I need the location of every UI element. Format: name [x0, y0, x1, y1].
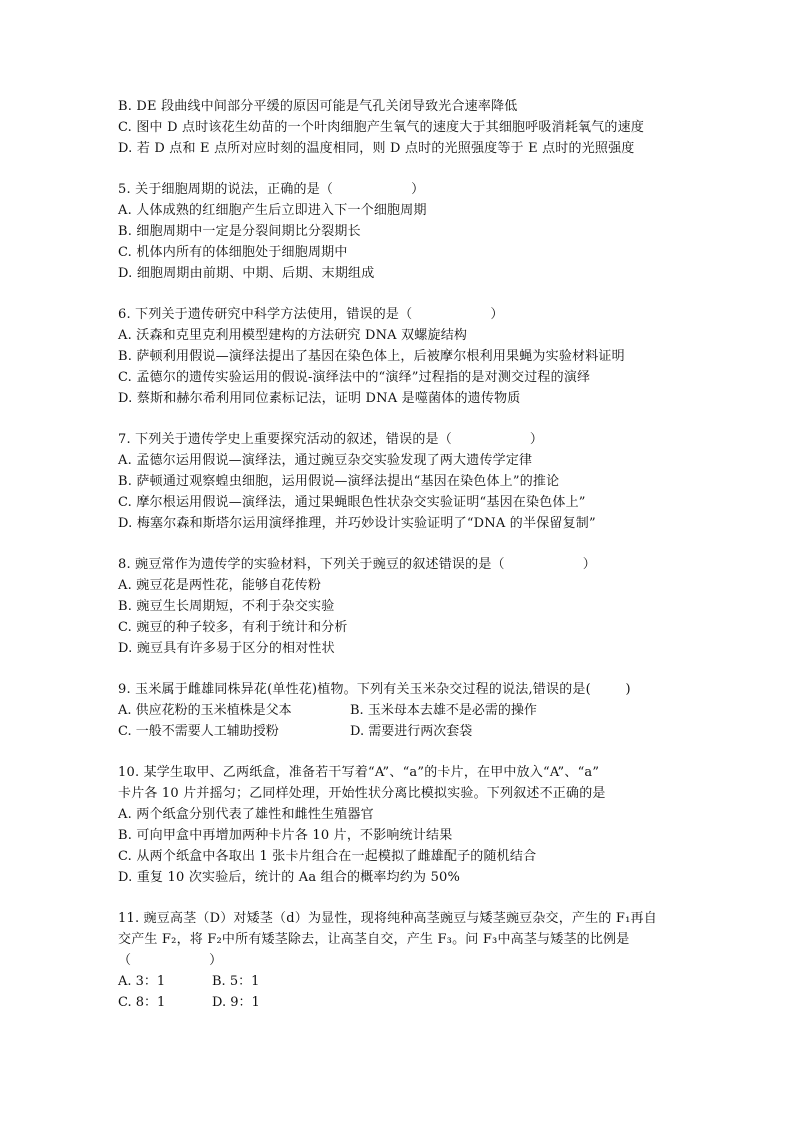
q6-option-d: D. 蔡斯和赫尔希利用同位素标记法，证明 DNA 是噬菌体的遗传物质: [118, 391, 521, 406]
q10-option-a: A. 两个纸盒分别代表了雄性和雌性生殖器官: [118, 807, 374, 822]
q7-option-a: A. 孟德尔运用假说—演绎法，通过豌豆杂交实验发现了两大遗传学定律: [118, 453, 533, 468]
q11-answer-blank: （ ）: [118, 953, 223, 968]
q7-option-b: B. 萨顿通过观察蝗虫细胞，运用假说—演绎法提出“基因在染色体上”的推论: [118, 474, 560, 489]
q9-stem: 9. 玉米属于雌雄同株异花(单性花)植物。下列有关玉米杂交过程的说法,错误的是( ): [118, 682, 631, 697]
q5-option-b: B. 细胞周期中一定是分裂间期比分裂期长: [118, 224, 361, 239]
q11-option-d: D. 9：1: [212, 995, 260, 1010]
q8-option-b: B. 豌豆生长周期短，不利于杂交实验: [118, 599, 335, 614]
q9-option-c: C. 一般不需要人工辅助授粉: [118, 724, 279, 739]
q9-option-b: B. 玉米母本去雄不是必需的操作: [350, 703, 537, 718]
q10-option-c: C. 从两个纸盒中各取出 1 张卡片组合在一起模拟了雌雄配子的随机结合: [118, 849, 537, 864]
q7-option-d: D. 梅塞尔森和斯塔尔运用演绎推理，并巧妙设计实验证明了“DNA 的半保留复制”: [118, 516, 596, 531]
q6-option-b: B. 萨顿利用假说—演绎法提出了基因在染色体上，后被摩尔根利用果蝇为实验材料证明: [118, 349, 625, 364]
q8-stem: 8. 豌豆常作为遗传学的实验材料，下列关于豌豆的叙述错误的是（ ）: [118, 557, 596, 572]
q6-option-c: C. 孟德尔的遗传实验运用的假说-演绎法中的“演绎”过程指的是对测交过程的演绎: [118, 370, 591, 385]
q10-stem-line2: 卡片各 10 片并摇匀；乙同样处理，开始性状分离比模拟实验。下列叙述不正确的是: [118, 786, 606, 801]
q10-option-d: D. 重复 10 次实验后，统计的 Aa 组合的概率均约为 50%: [118, 870, 461, 885]
q6-stem: 6. 下列关于遗传研究中科学方法使用，错误的是（ ）: [118, 307, 504, 322]
q8-option-a: A. 豌豆花是两性花，能够自花传粉: [118, 578, 322, 593]
q9-option-d: D. 需要进行两次套袋: [350, 724, 473, 739]
q9-option-a: A. 供应花粉的玉米植株是父本: [118, 703, 292, 718]
q5-option-c: C. 机体内所有的体细胞处于细胞周期中: [118, 245, 348, 260]
q4-option-d: D. 若 D 点和 E 点所对应时刻的温度相同，则 D 点时的光照强度等于 E 点时的光照强度: [118, 141, 635, 156]
q8-option-c: C. 豌豆的种子较多，有利于统计和分析: [118, 620, 348, 635]
q10-option-b: B. 可向甲盒中再增加两种卡片各 10 片，不影响统计结果: [118, 828, 453, 843]
q4-option-c: C. 图中 D 点时该花生幼苗的一个叶肉细胞产生氧气的速度大于其细胞呼吸消耗氧气的速度: [118, 120, 645, 135]
q5-stem: 5. 关于细胞周期的说法，正确的是（ ）: [118, 182, 425, 197]
q5-option-a: A. 人体成熟的红细胞产生后立即进入下一个细胞周期: [118, 203, 427, 218]
q5-option-d: D. 细胞周期由前期、中期、后期、末期组成: [118, 266, 375, 281]
q7-stem: 7. 下列关于遗传学史上重要探究活动的叙述，错误的是（ ）: [118, 432, 544, 447]
q11-stem-line2: 交产生 F₂，将 F₂中所有矮茎除去，让高茎自交，产生 F₃。问 F₃中高茎与矮茎的比例是: [118, 932, 630, 947]
q4-option-b: B. DE 段曲线中间部分平缓的原因可能是气孔关闭导致光合速率降低: [118, 99, 518, 114]
q11-option-b: B. 5：1: [212, 974, 260, 989]
q11-option-a: A. 3：1: [118, 974, 166, 989]
q8-option-d: D. 豌豆具有许多易于区分的相对性状: [118, 641, 335, 656]
q7-option-c: C. 摩尔根运用假说—演绎法，通过果蝇眼色性状杂交实验证明“基因在染色体上”: [118, 495, 586, 510]
q10-stem-line1: 10. 某学生取甲、乙两纸盒，准备若干写着“A”、“a”的卡片，在甲中放入“A”、“a”: [118, 765, 600, 780]
q11-stem-line1: 11. 豌豆高茎（D）对矮茎（d）为显性，现将纯种高茎豌豆与矮茎豌豆杂交，产生的 F₁再自: [118, 911, 657, 926]
q6-option-a: A. 沃森和克里克利用模型建构的方法研究 DNA 双螺旋结构: [118, 328, 468, 343]
q11-option-c: C. 8：1: [118, 995, 166, 1010]
